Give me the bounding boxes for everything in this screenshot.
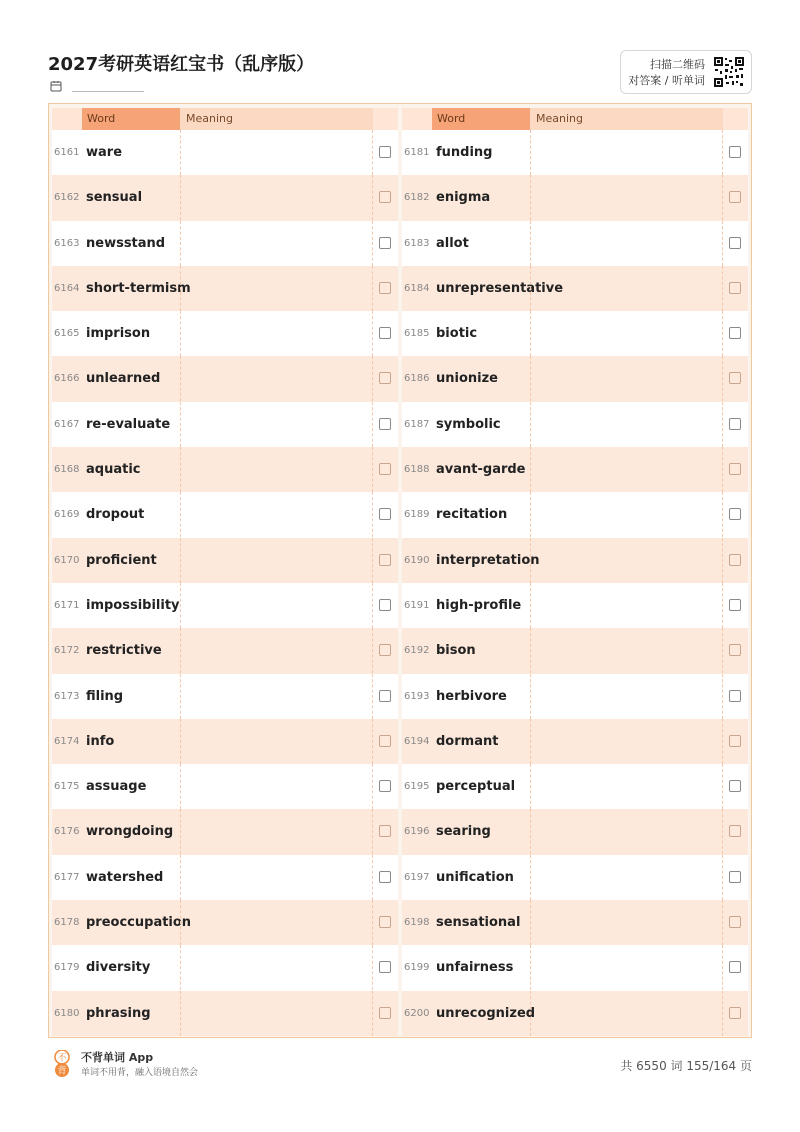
word-column-right [402, 108, 748, 1034]
word-text: phrasing [86, 1005, 151, 1021]
word-text: unfairness [436, 960, 514, 976]
checkbox-icon[interactable] [729, 644, 741, 656]
table-row [52, 130, 398, 175]
word-text: filing [86, 688, 124, 704]
table-row [52, 266, 398, 311]
meaning-cell[interactable] [530, 221, 723, 266]
table-row [402, 402, 748, 447]
table-row [402, 674, 748, 719]
word-number: 6181 [404, 147, 430, 158]
table-row [402, 175, 748, 220]
app-name: 不背单词 App [81, 1051, 154, 1064]
checkbox-icon[interactable] [729, 780, 741, 792]
word-text: herbivore [436, 688, 507, 704]
meaning-cell[interactable] [180, 719, 373, 764]
word-text: assuage [86, 779, 147, 795]
meaning-cell[interactable] [530, 447, 723, 492]
page-info: 共 6550 词 155/164 页 [620, 1059, 752, 1073]
word-number: 6175 [54, 781, 80, 793]
meaning-cell[interactable] [530, 628, 723, 673]
word-number: 6189 [404, 509, 430, 521]
word-text: ware [86, 145, 123, 160]
table-row [402, 538, 748, 583]
meaning-cell[interactable] [180, 991, 373, 1036]
table-row [402, 719, 748, 764]
meaning-cell[interactable] [530, 991, 723, 1036]
word-number: 6193 [404, 690, 430, 702]
word-text: proficient [86, 552, 157, 568]
checkbox-icon[interactable] [729, 735, 741, 747]
word-text: short-termism [86, 280, 191, 296]
meaning-cell[interactable] [180, 402, 373, 447]
meaning-cell[interactable] [180, 764, 373, 809]
checkbox-icon[interactable] [729, 191, 741, 203]
checkbox-icon[interactable] [379, 825, 391, 837]
meaning-cell[interactable] [180, 674, 373, 719]
meaning-cell[interactable] [530, 764, 723, 809]
word-number: 6169 [54, 509, 80, 521]
checkbox-icon[interactable] [729, 690, 741, 702]
table-row [52, 583, 398, 628]
checkbox-icon[interactable] [379, 871, 391, 883]
word-text: interpretation [436, 552, 540, 568]
word-text: watershed [86, 869, 164, 885]
word-number: 6168 [54, 464, 80, 476]
word-text: restrictive [86, 643, 162, 659]
page-title: 2027考研英语红宝书（乱序版） [48, 54, 315, 75]
word-number: 6194 [404, 735, 430, 747]
checkbox-icon[interactable] [379, 237, 391, 249]
word-text: unrecognized [436, 1005, 536, 1021]
table-row [52, 447, 398, 492]
checkbox-icon[interactable] [729, 508, 741, 520]
meaning-cell[interactable] [180, 311, 373, 356]
meaning-cell[interactable] [180, 900, 373, 945]
checkbox-icon[interactable] [379, 1007, 391, 1019]
meaning-cell[interactable] [180, 447, 373, 492]
table-row [402, 356, 748, 401]
table-row [402, 945, 748, 990]
word-number: 6171 [54, 599, 80, 611]
table-row [52, 719, 398, 764]
meaning-cell[interactable] [180, 130, 373, 175]
checkbox-icon[interactable] [379, 599, 391, 611]
word-number: 6197 [404, 871, 430, 883]
meaning-cell[interactable] [180, 221, 373, 266]
word-number: 6170 [54, 554, 80, 566]
meaning-cell[interactable] [180, 492, 373, 537]
checkbox-icon[interactable] [379, 463, 391, 475]
checkbox-icon[interactable] [379, 282, 391, 294]
word-text: sensational [436, 915, 521, 931]
word-text: biotic [436, 326, 478, 342]
word-text: impossibility [86, 597, 180, 613]
checkbox-icon[interactable] [379, 418, 391, 430]
word-number: 6200 [404, 1007, 430, 1019]
table-row [402, 583, 748, 628]
meaning-cell[interactable] [530, 492, 723, 537]
word-number: 6172 [54, 645, 80, 657]
word-number: 6187 [404, 418, 430, 430]
table-row [52, 991, 398, 1036]
table-row [52, 402, 398, 447]
word-text: searing [436, 824, 491, 840]
checkbox-icon[interactable] [379, 916, 391, 928]
checkbox-icon[interactable] [729, 554, 741, 566]
word-number: 6183 [404, 237, 430, 249]
meaning-cell[interactable] [530, 674, 723, 719]
meaning-cell[interactable] [530, 311, 723, 356]
table-row [402, 855, 748, 900]
table-row [52, 945, 398, 990]
word-text: unification [436, 869, 514, 885]
word-number: 6179 [54, 962, 80, 974]
meaning-cell[interactable] [530, 538, 723, 583]
table-row [52, 538, 398, 583]
checkbox-icon[interactable] [729, 372, 741, 384]
meaning-cell[interactable] [530, 583, 723, 628]
qr-code-box[interactable] [620, 50, 752, 94]
word-text: aquatic [86, 462, 141, 478]
checkbox-icon[interactable] [379, 735, 391, 747]
word-text: dormant [436, 733, 499, 749]
word-text: unlearned [86, 371, 161, 387]
word-number: 6166 [54, 373, 80, 385]
checkbox-icon[interactable] [729, 599, 741, 611]
word-text: high-profile [436, 597, 522, 613]
word-text: allot [436, 235, 469, 251]
date-field-line[interactable] [72, 91, 144, 92]
table-row [402, 447, 748, 492]
meaning-cell[interactable] [530, 719, 723, 764]
word-text: unrepresentative [436, 280, 564, 296]
meaning-cell[interactable] [530, 130, 723, 175]
word-text: avant-garde [436, 462, 526, 478]
word-text: bison [436, 643, 476, 659]
table-row [402, 809, 748, 854]
table-row [52, 900, 398, 945]
header-word: Word [432, 108, 530, 130]
word-number: 6164 [54, 282, 80, 294]
table-row [402, 991, 748, 1036]
word-number: 6195 [404, 781, 430, 793]
table-header [402, 108, 748, 130]
meaning-cell[interactable] [180, 175, 373, 220]
checkbox-icon[interactable] [379, 690, 391, 702]
word-rows-right [402, 130, 748, 1036]
word-text: perceptual [436, 779, 516, 795]
word-number: 6182 [404, 192, 430, 204]
app-slogan: 单词不用背，融入语境自然会 [81, 1068, 199, 1078]
word-number: 6163 [54, 237, 80, 249]
table-row [52, 809, 398, 854]
meaning-cell[interactable] [530, 945, 723, 990]
word-number: 6190 [404, 554, 430, 566]
checkbox-icon[interactable] [379, 644, 391, 656]
qr-caption-line1: 扫描二维码 [650, 58, 705, 71]
word-number: 6198 [404, 917, 430, 929]
checkbox-icon[interactable] [729, 237, 741, 249]
word-number: 6184 [404, 282, 430, 294]
word-text: preoccupation [86, 915, 192, 931]
checkbox-icon[interactable] [379, 780, 391, 792]
word-text: symbolic [436, 416, 501, 432]
word-number: 6177 [54, 871, 80, 883]
checkbox-icon[interactable] [729, 961, 741, 973]
word-number: 6199 [404, 962, 430, 974]
checkbox-icon[interactable] [379, 554, 391, 566]
table-row [52, 628, 398, 673]
word-number: 6188 [404, 464, 430, 476]
word-rows-left [52, 130, 398, 1036]
table-header [52, 108, 398, 130]
calendar-icon [50, 80, 62, 92]
meaning-cell[interactable] [180, 628, 373, 673]
checkbox-icon[interactable] [729, 825, 741, 837]
qr-code-icon[interactable] [713, 56, 745, 88]
word-text: diversity [86, 960, 151, 976]
checkbox-icon[interactable] [729, 916, 741, 928]
meaning-cell[interactable] [180, 266, 373, 311]
checkbox-icon[interactable] [379, 191, 391, 203]
word-text: imprison [86, 326, 151, 342]
word-number: 6180 [54, 1007, 80, 1019]
word-number: 6173 [54, 690, 80, 702]
word-number: 6176 [54, 826, 80, 838]
meaning-cell[interactable] [530, 266, 723, 311]
word-text: recitation [436, 507, 508, 523]
word-text: re-evaluate [86, 416, 171, 432]
table-row [402, 492, 748, 537]
table-row [402, 130, 748, 175]
table-row [402, 628, 748, 673]
word-number: 6178 [54, 917, 80, 929]
table-row [402, 266, 748, 311]
checkbox-icon[interactable] [729, 463, 741, 475]
table-row [52, 492, 398, 537]
checkbox-icon[interactable] [729, 327, 741, 339]
checkbox-icon[interactable] [379, 961, 391, 973]
header-meaning: Meaning [530, 108, 723, 130]
table-row [52, 855, 398, 900]
word-text: newsstand [86, 235, 166, 251]
table-row [52, 175, 398, 220]
checkbox-icon[interactable] [729, 871, 741, 883]
table-row [402, 221, 748, 266]
meaning-cell[interactable] [530, 900, 723, 945]
logo-char-bottom: 背 [57, 1066, 67, 1077]
meaning-cell[interactable] [180, 945, 373, 990]
checkbox-icon[interactable] [379, 508, 391, 520]
app-logo-icon [52, 1050, 72, 1078]
word-number: 6165 [54, 328, 80, 340]
meaning-cell[interactable] [530, 175, 723, 220]
qr-caption-line2: 对答案 / 听单词 [628, 74, 705, 87]
meaning-cell[interactable] [180, 809, 373, 854]
table-row [402, 311, 748, 356]
checkbox-icon[interactable] [729, 418, 741, 430]
table-row [52, 356, 398, 401]
word-number: 6191 [404, 599, 430, 611]
word-number: 6192 [404, 645, 430, 657]
meaning-cell[interactable] [180, 583, 373, 628]
meaning-cell[interactable] [530, 855, 723, 900]
meaning-cell[interactable] [180, 356, 373, 401]
header-meaning: Meaning [180, 108, 373, 130]
word-text: dropout [86, 507, 145, 523]
word-number: 6185 [404, 328, 430, 340]
table-row [402, 764, 748, 809]
logo-char-top: 不 [57, 1053, 67, 1064]
table-row [402, 900, 748, 945]
word-number: 6186 [404, 373, 430, 385]
word-number: 6167 [54, 418, 80, 430]
checkbox-icon[interactable] [379, 372, 391, 384]
meaning-cell[interactable] [530, 809, 723, 854]
checkbox-icon[interactable] [729, 282, 741, 294]
word-text: info [86, 733, 115, 749]
table-row [52, 764, 398, 809]
meaning-cell[interactable] [180, 538, 373, 583]
word-number: 6196 [404, 826, 430, 838]
word-text: wrongdoing [86, 824, 174, 840]
header-word: Word [82, 108, 180, 130]
word-number: 6174 [54, 735, 80, 747]
checkbox-icon[interactable] [729, 146, 741, 158]
checkbox-icon[interactable] [379, 146, 391, 158]
meaning-cell[interactable] [180, 855, 373, 900]
word-text: enigma [436, 190, 491, 206]
word-text: sensual [86, 190, 143, 206]
word-text: funding [436, 145, 493, 160]
meaning-cell[interactable] [530, 402, 723, 447]
qr-caption [628, 57, 705, 89]
table-row [52, 674, 398, 719]
meaning-cell[interactable] [530, 356, 723, 401]
checkbox-icon[interactable] [729, 1007, 741, 1019]
checkbox-icon[interactable] [379, 327, 391, 339]
table-row [52, 221, 398, 266]
word-text: unionize [436, 371, 498, 387]
table-row [52, 311, 398, 356]
word-table-frame [48, 103, 752, 1038]
word-column-left [52, 108, 398, 1034]
word-number: 6162 [54, 192, 80, 204]
word-number: 6161 [54, 147, 80, 158]
